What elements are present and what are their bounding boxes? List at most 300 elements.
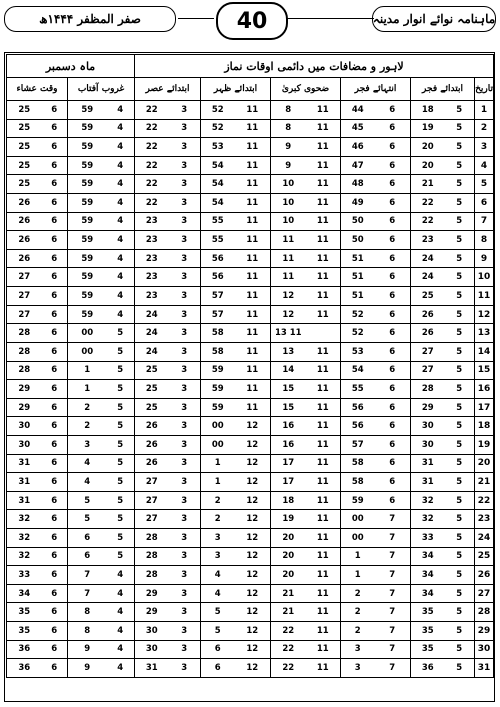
fajr_start-hour-cell: 5 <box>445 566 475 585</box>
isha-minute-cell: 25 <box>7 101 42 120</box>
isha-minute-cell: 26 <box>7 212 42 231</box>
zahwa-hour-cell: 11 <box>306 398 341 417</box>
date-cell: 15 <box>475 361 494 380</box>
maghrib-hour-cell: 5 <box>107 380 135 399</box>
asr-hour-cell: 3 <box>169 101 201 120</box>
date-cell: 10 <box>475 268 494 287</box>
asr-hour-cell: 3 <box>169 119 201 138</box>
asr-minute-cell: 26 <box>135 417 169 436</box>
maghrib-minute-cell: 1 <box>68 361 107 380</box>
fajr_start-hour-cell: 5 <box>445 510 475 529</box>
table-row <box>7 194 494 213</box>
zuhr-minute-cell: 5 <box>201 622 235 641</box>
asr-hour-cell: 3 <box>169 287 201 306</box>
zahwa-minute-cell: 8 <box>271 101 306 120</box>
zuhr-minute-cell: 3 <box>201 547 235 566</box>
table-row <box>7 212 494 231</box>
table-row <box>7 659 494 678</box>
isha-minute-cell: 25 <box>7 156 42 175</box>
asr-minute-cell: 25 <box>135 361 169 380</box>
zuhr-minute-cell: 6 <box>201 640 235 659</box>
fajr_end-hour-cell: 6 <box>375 156 411 175</box>
fajr_end-minute-cell: 1 <box>341 566 375 585</box>
asr-hour-cell: 3 <box>169 138 201 157</box>
fajr_start-hour-cell: 5 <box>445 380 475 399</box>
maghrib-hour-cell: 4 <box>107 175 135 194</box>
zuhr-minute-cell: 57 <box>201 305 235 324</box>
zuhr-minute-cell: 55 <box>201 231 235 250</box>
asr-minute-cell: 29 <box>135 603 169 622</box>
isha-minute-cell: 26 <box>7 249 42 268</box>
maghrib-minute-cell: 00 <box>68 324 107 343</box>
fajr_start-minute-cell: 27 <box>411 342 445 361</box>
fajr_start-minute-cell: 30 <box>411 417 445 436</box>
zuhr-minute-cell: 54 <box>201 175 235 194</box>
fajr_end-hour-cell: 6 <box>375 342 411 361</box>
isha-minute-cell: 27 <box>7 305 42 324</box>
maghrib-hour-cell: 5 <box>107 473 135 492</box>
isha-hour-cell: 6 <box>42 398 68 417</box>
zuhr-hour-cell: 11 <box>235 324 271 343</box>
zuhr-hour-cell: 12 <box>235 566 271 585</box>
zahwa-hour-cell: 11 <box>306 566 341 585</box>
table-row <box>7 156 494 175</box>
maghrib-minute-cell: 59 <box>68 101 107 120</box>
zahwa-hour-cell: 11 <box>306 417 341 436</box>
zahwa-minute-cell: 22 <box>271 622 306 641</box>
fajr_start-minute-cell: 22 <box>411 212 445 231</box>
zuhr-minute-cell: 3 <box>201 529 235 548</box>
maghrib-minute-cell: 2 <box>68 398 107 417</box>
zuhr-minute-cell: 2 <box>201 491 235 510</box>
zuhr-hour-cell: 11 <box>235 380 271 399</box>
fajr_end-hour-cell: 6 <box>375 287 411 306</box>
fajr_end-hour-cell: 7 <box>375 622 411 641</box>
fajr_end-hour-cell: 6 <box>375 398 411 417</box>
zahwa-minute-cell: 10 <box>271 212 306 231</box>
fajr_end-minute-cell: 57 <box>341 435 375 454</box>
maghrib-minute-cell: 6 <box>68 529 107 548</box>
date-cell: 4 <box>475 156 494 175</box>
magazine-title: ماہنامہ نوائے انوار مدینہ <box>372 6 496 32</box>
fajr_end-minute-cell: 59 <box>341 491 375 510</box>
zahwa-hour-cell: 11 <box>306 231 341 250</box>
zahwa-minute-cell: 16 <box>271 435 306 454</box>
asr-minute-cell: 22 <box>135 119 169 138</box>
fajr_end-minute-cell: 52 <box>341 305 375 324</box>
zuhr-hour-cell: 11 <box>235 342 271 361</box>
fajr_start-minute-cell: 32 <box>411 510 445 529</box>
asr-hour-cell: 3 <box>169 547 201 566</box>
fajr_start-minute-cell: 28 <box>411 380 445 399</box>
zahwa-minute-cell: 22 <box>271 640 306 659</box>
isha-hour-cell: 6 <box>42 380 68 399</box>
isha-hour-cell: 6 <box>42 547 68 566</box>
fajr_end-minute-cell: 46 <box>341 138 375 157</box>
fajr_end-hour-cell: 7 <box>375 547 411 566</box>
asr-hour-cell: 3 <box>169 249 201 268</box>
zahwa-hour-cell: 11 <box>306 659 341 678</box>
date-cell: 27 <box>475 584 494 603</box>
asr-hour-cell: 3 <box>169 640 201 659</box>
asr-minute-cell: 26 <box>135 435 169 454</box>
zuhr-minute-cell: 2 <box>201 510 235 529</box>
zahwa-hour-cell: 11 <box>306 361 341 380</box>
maghrib-hour-cell: 5 <box>107 417 135 436</box>
zahwa-hour-cell: 11 <box>306 342 341 361</box>
fajr_end-minute-cell: 49 <box>341 194 375 213</box>
isha-hour-cell: 6 <box>42 305 68 324</box>
zuhr-hour-cell: 11 <box>235 119 271 138</box>
prayer-times-table <box>6 54 494 678</box>
date-cell: 25 <box>475 547 494 566</box>
maghrib-hour-cell: 4 <box>107 603 135 622</box>
zuhr-minute-cell: 4 <box>201 566 235 585</box>
column-header: ابتدائے ظہر <box>201 78 271 101</box>
table-row <box>7 473 494 492</box>
zahwa-hour-cell: 11 <box>306 380 341 399</box>
column-header: غروب آفتاب <box>68 78 135 101</box>
fajr_start-hour-cell: 5 <box>445 175 475 194</box>
table-row <box>7 529 494 548</box>
maghrib-minute-cell: 6 <box>68 547 107 566</box>
zahwa-minute-cell: 11 <box>271 231 306 250</box>
table-row <box>7 342 494 361</box>
zahwa-hour-cell: 11 <box>306 156 341 175</box>
fajr_start-minute-cell: 26 <box>411 324 445 343</box>
fajr_end-hour-cell: 6 <box>375 231 411 250</box>
fajr_end-minute-cell: 56 <box>341 417 375 436</box>
asr-minute-cell: 29 <box>135 584 169 603</box>
fajr_start-minute-cell: 34 <box>411 566 445 585</box>
maghrib-minute-cell: 8 <box>68 622 107 641</box>
zuhr-minute-cell: 58 <box>201 342 235 361</box>
zahwa-minute-cell: 20 <box>271 566 306 585</box>
asr-hour-cell: 3 <box>169 268 201 287</box>
fajr_end-minute-cell: 50 <box>341 212 375 231</box>
table-row <box>7 510 494 529</box>
zahwa-minute-cell: 21 <box>271 584 306 603</box>
fajr_start-hour-cell: 5 <box>445 287 475 306</box>
fajr_start-hour-cell: 5 <box>445 473 475 492</box>
maghrib-hour-cell: 4 <box>107 659 135 678</box>
asr-minute-cell: 28 <box>135 529 169 548</box>
zuhr-hour-cell: 11 <box>235 268 271 287</box>
page-header <box>0 0 500 44</box>
fajr_end-hour-cell: 7 <box>375 640 411 659</box>
asr-minute-cell: 30 <box>135 640 169 659</box>
fajr_end-hour-cell: 6 <box>375 212 411 231</box>
fajr_start-hour-cell: 5 <box>445 622 475 641</box>
fajr_start-minute-cell: 34 <box>411 547 445 566</box>
date-cell: 16 <box>475 380 494 399</box>
maghrib-minute-cell: 59 <box>68 119 107 138</box>
fajr_end-minute-cell: 1 <box>341 547 375 566</box>
asr-minute-cell: 22 <box>135 156 169 175</box>
table-row <box>7 491 494 510</box>
asr-minute-cell: 24 <box>135 342 169 361</box>
fajr_start-hour-cell: 5 <box>445 361 475 380</box>
asr-minute-cell: 28 <box>135 566 169 585</box>
maghrib-minute-cell: 00 <box>68 342 107 361</box>
date-cell: 9 <box>475 249 494 268</box>
fajr_start-hour-cell: 5 <box>445 398 475 417</box>
fajr_end-minute-cell: 51 <box>341 268 375 287</box>
isha-minute-cell: 28 <box>7 324 42 343</box>
table-title: لاہور و مضافات میں دائمی اوقات نماز <box>135 55 494 78</box>
asr-hour-cell: 3 <box>169 566 201 585</box>
fajr_start-hour-cell: 5 <box>445 249 475 268</box>
fajr_end-minute-cell: 2 <box>341 584 375 603</box>
fajr_start-minute-cell: 22 <box>411 194 445 213</box>
fajr_start-minute-cell: 35 <box>411 622 445 641</box>
zuhr-minute-cell: 6 <box>201 659 235 678</box>
fajr_end-hour-cell: 6 <box>375 268 411 287</box>
table-row <box>7 547 494 566</box>
date-cell: 11 <box>475 287 494 306</box>
fajr_start-hour-cell: 5 <box>445 603 475 622</box>
date-cell: 7 <box>475 212 494 231</box>
zahwa-minute-cell: 10 <box>271 194 306 213</box>
maghrib-hour-cell: 4 <box>107 249 135 268</box>
asr-minute-cell: 28 <box>135 547 169 566</box>
maghrib-hour-cell: 4 <box>107 101 135 120</box>
maghrib-minute-cell: 2 <box>68 417 107 436</box>
zuhr-hour-cell: 11 <box>235 212 271 231</box>
isha-minute-cell: 32 <box>7 510 42 529</box>
fajr_end-hour-cell: 6 <box>375 473 411 492</box>
fajr_start-minute-cell: 36 <box>411 659 445 678</box>
fajr_end-hour-cell: 6 <box>375 417 411 436</box>
zuhr-hour-cell: 11 <box>235 194 271 213</box>
fajr_end-minute-cell: 53 <box>341 342 375 361</box>
fajr_start-hour-cell: 5 <box>445 324 475 343</box>
asr-hour-cell: 3 <box>169 175 201 194</box>
isha-minute-cell: 31 <box>7 473 42 492</box>
maghrib-hour-cell: 5 <box>107 510 135 529</box>
asr-hour-cell: 3 <box>169 435 201 454</box>
fajr_end-hour-cell: 6 <box>375 491 411 510</box>
date-cell: 28 <box>475 603 494 622</box>
fajr_start-hour-cell: 5 <box>445 305 475 324</box>
zahwa-hour-cell: 11 <box>306 435 341 454</box>
fajr_start-hour-cell: 5 <box>445 212 475 231</box>
date-cell: 2 <box>475 119 494 138</box>
table-row <box>7 101 494 120</box>
asr-hour-cell: 3 <box>169 231 201 250</box>
fajr_end-hour-cell: 6 <box>375 175 411 194</box>
zahwa-hour-cell: 11 <box>306 287 341 306</box>
fajr_end-hour-cell: 6 <box>375 119 411 138</box>
maghrib-hour-cell: 4 <box>107 138 135 157</box>
asr-minute-cell: 22 <box>135 194 169 213</box>
date-cell: 23 <box>475 510 494 529</box>
asr-hour-cell: 3 <box>169 659 201 678</box>
zahwa-hour-cell: 11 <box>306 175 341 194</box>
zahwa-minute-cell: 8 <box>271 119 306 138</box>
maghrib-minute-cell: 3 <box>68 435 107 454</box>
zuhr-minute-cell: 57 <box>201 287 235 306</box>
isha-minute-cell: 25 <box>7 175 42 194</box>
table-row <box>7 305 494 324</box>
zahwa-minute-cell: 11 <box>271 249 306 268</box>
fajr_start-minute-cell: 30 <box>411 435 445 454</box>
asr-hour-cell: 3 <box>169 473 201 492</box>
fajr_start-minute-cell: 25 <box>411 287 445 306</box>
maghrib-hour-cell: 5 <box>107 398 135 417</box>
fajr_start-minute-cell: 20 <box>411 138 445 157</box>
zahwa-minute-cell: 17 <box>271 454 306 473</box>
table-row <box>7 622 494 641</box>
asr-hour-cell: 3 <box>169 194 201 213</box>
isha-minute-cell: 26 <box>7 231 42 250</box>
isha-hour-cell: 6 <box>42 510 68 529</box>
zuhr-hour-cell: 12 <box>235 659 271 678</box>
table-row <box>7 119 494 138</box>
isha-minute-cell: 30 <box>7 435 42 454</box>
fajr_start-minute-cell: 24 <box>411 268 445 287</box>
isha-hour-cell: 6 <box>42 529 68 548</box>
isha-minute-cell: 31 <box>7 491 42 510</box>
table-row <box>7 361 494 380</box>
column-header: انتہائے فجر <box>341 78 411 101</box>
table-row <box>7 398 494 417</box>
isha-minute-cell: 27 <box>7 268 42 287</box>
zahwa-hour-cell: 11 <box>306 622 341 641</box>
asr-hour-cell: 3 <box>169 603 201 622</box>
table-row <box>7 287 494 306</box>
fajr_start-minute-cell: 35 <box>411 640 445 659</box>
table-row <box>7 380 494 399</box>
asr-hour-cell: 3 <box>169 212 201 231</box>
asr-hour-cell: 3 <box>169 380 201 399</box>
fajr_start-minute-cell: 32 <box>411 491 445 510</box>
fajr_end-minute-cell: 00 <box>341 510 375 529</box>
asr-minute-cell: 22 <box>135 101 169 120</box>
zahwa-minute-cell: 20 <box>271 547 306 566</box>
isha-minute-cell: 28 <box>7 361 42 380</box>
zuhr-minute-cell: 5 <box>201 603 235 622</box>
isha-hour-cell: 6 <box>42 566 68 585</box>
page-number: 40 <box>216 2 288 40</box>
table-row <box>7 138 494 157</box>
fajr_start-minute-cell: 20 <box>411 156 445 175</box>
fajr_start-hour-cell: 5 <box>445 101 475 120</box>
zuhr-minute-cell: 59 <box>201 398 235 417</box>
zahwa-minute-cell: 16 <box>271 417 306 436</box>
date-cell: 3 <box>475 138 494 157</box>
zuhr-hour-cell: 12 <box>235 547 271 566</box>
isha-minute-cell: 31 <box>7 454 42 473</box>
maghrib-hour-cell: 5 <box>107 324 135 343</box>
isha-hour-cell: 6 <box>42 659 68 678</box>
zahwa-hour-cell: 11 <box>306 510 341 529</box>
maghrib-minute-cell: 5 <box>68 491 107 510</box>
maghrib-minute-cell: 59 <box>68 156 107 175</box>
fajr_start-minute-cell: 18 <box>411 101 445 120</box>
isha-minute-cell: 30 <box>7 417 42 436</box>
isha-minute-cell: 32 <box>7 547 42 566</box>
isha-minute-cell: 25 <box>7 138 42 157</box>
fajr_start-minute-cell: 33 <box>411 529 445 548</box>
header-rule-right <box>286 18 374 19</box>
zuhr-minute-cell: 52 <box>201 101 235 120</box>
zahwa-hour-cell: 11 <box>306 603 341 622</box>
maghrib-hour-cell: 4 <box>107 268 135 287</box>
fajr_end-minute-cell: 00 <box>341 529 375 548</box>
fajr_start-hour-cell: 5 <box>445 231 475 250</box>
date-cell: 22 <box>475 491 494 510</box>
zahwa-minute-cell: 22 <box>271 659 306 678</box>
zuhr-hour-cell: 11 <box>235 361 271 380</box>
zuhr-hour-cell: 12 <box>235 622 271 641</box>
zuhr-hour-cell: 12 <box>235 640 271 659</box>
table-row <box>7 603 494 622</box>
zuhr-minute-cell: 59 <box>201 380 235 399</box>
isha-hour-cell: 6 <box>42 231 68 250</box>
column-header: وقت عشاء <box>7 78 68 101</box>
date-cell: 21 <box>475 473 494 492</box>
fajr_end-hour-cell: 6 <box>375 249 411 268</box>
date-cell: 13 <box>475 324 494 343</box>
table-row <box>7 435 494 454</box>
maghrib-minute-cell: 59 <box>68 249 107 268</box>
isha-minute-cell: 34 <box>7 584 42 603</box>
table-row <box>7 584 494 603</box>
asr-hour-cell: 3 <box>169 156 201 175</box>
asr-minute-cell: 26 <box>135 454 169 473</box>
maghrib-hour-cell: 4 <box>107 156 135 175</box>
zuhr-hour-cell: 12 <box>235 417 271 436</box>
zuhr-hour-cell: 12 <box>235 510 271 529</box>
maghrib-minute-cell: 7 <box>68 584 107 603</box>
fajr_end-minute-cell: 3 <box>341 659 375 678</box>
maghrib-hour-cell: 4 <box>107 584 135 603</box>
zuhr-hour-cell: 12 <box>235 454 271 473</box>
column-header: ضحوی کبریٰ <box>271 78 341 101</box>
isha-hour-cell: 6 <box>42 603 68 622</box>
table-row <box>7 175 494 194</box>
zuhr-hour-cell: 11 <box>235 101 271 120</box>
isha-minute-cell: 25 <box>7 119 42 138</box>
date-cell: 8 <box>475 231 494 250</box>
zahwa-minute-cell: 12 <box>271 305 306 324</box>
date-cell: 18 <box>475 417 494 436</box>
date-cell: 31 <box>475 659 494 678</box>
isha-hour-cell: 6 <box>42 156 68 175</box>
zuhr-hour-cell: 12 <box>235 584 271 603</box>
asr-minute-cell: 25 <box>135 380 169 399</box>
table-row <box>7 417 494 436</box>
maghrib-minute-cell: 59 <box>68 287 107 306</box>
fajr_start-hour-cell: 5 <box>445 342 475 361</box>
isha-minute-cell: 32 <box>7 529 42 548</box>
asr-minute-cell: 25 <box>135 398 169 417</box>
fajr_end-hour-cell: 6 <box>375 324 411 343</box>
zahwa-hour-cell: 11 <box>306 119 341 138</box>
fajr_start-minute-cell: 19 <box>411 119 445 138</box>
table-row <box>7 640 494 659</box>
isha-minute-cell: 33 <box>7 566 42 585</box>
asr-hour-cell: 3 <box>169 305 201 324</box>
isha-hour-cell: 6 <box>42 361 68 380</box>
fajr_start-hour-cell: 5 <box>445 491 475 510</box>
zahwa-hour-cell <box>306 324 341 343</box>
asr-hour-cell: 3 <box>169 529 201 548</box>
date-cell: 14 <box>475 342 494 361</box>
isha-hour-cell: 6 <box>42 194 68 213</box>
fajr_end-hour-cell: 6 <box>375 101 411 120</box>
